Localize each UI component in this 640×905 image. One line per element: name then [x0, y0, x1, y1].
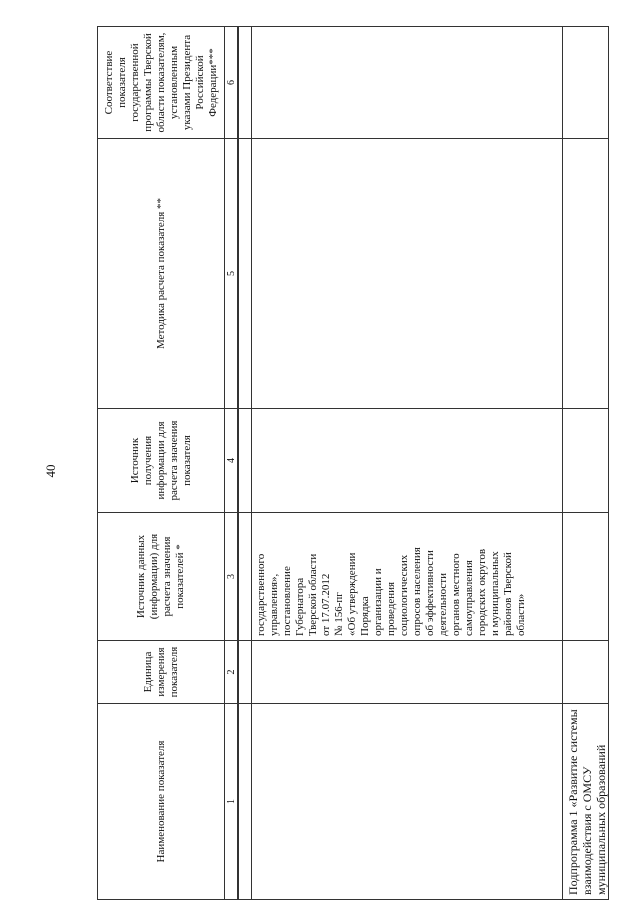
source-line: городских округов	[476, 548, 488, 636]
source-line: проведения	[385, 581, 397, 636]
indicators-table	[97, 26, 609, 900]
empty-cell	[563, 27, 609, 139]
column-number: 4	[225, 409, 239, 513]
source-line: Губернатора	[294, 577, 306, 636]
source-line: самоуправления	[463, 560, 475, 636]
empty-cell	[252, 27, 563, 139]
source-line: социологических	[398, 554, 410, 636]
header-cell: Методика расчета показателя **	[98, 139, 225, 409]
subprogram-row	[563, 27, 609, 900]
column-number: 2	[225, 641, 239, 704]
empty-cell	[252, 139, 563, 409]
table-header-row	[98, 27, 225, 900]
header-cell: Соответствие показателя государственной программы Тверской области показателям, установленным указами Президента Российской Федерации***	[98, 27, 225, 139]
empty-cell	[238, 409, 252, 513]
source-line: от 17.07.2012	[320, 573, 332, 636]
column-number-row	[225, 27, 239, 900]
empty-cell	[252, 704, 563, 900]
empty-cell	[238, 27, 252, 139]
source-line: районов Тверской	[502, 552, 514, 636]
header-cell: Единица измерения показателя	[98, 641, 225, 704]
empty-cell	[238, 513, 252, 641]
source-line: области»	[515, 593, 527, 636]
source-line: постановление	[281, 566, 293, 636]
source-line: органов местного	[450, 553, 462, 636]
source-line: организации и	[372, 568, 384, 636]
header-cell: Источник данных (информации) для расчета значения показателей *	[98, 513, 225, 641]
source-line: государственного	[255, 553, 267, 636]
source-line: и муниципальных	[489, 551, 501, 636]
table-row	[252, 27, 563, 900]
separator-row	[238, 27, 252, 900]
empty-cell	[252, 641, 563, 704]
source-line: «Об утверждении	[346, 552, 358, 636]
empty-cell	[238, 641, 252, 704]
empty-cell	[563, 641, 609, 704]
column-number: 6	[225, 27, 239, 139]
source-line: об эффективности	[424, 550, 436, 636]
empty-cell	[238, 139, 252, 409]
page-number: 40	[43, 464, 58, 478]
rotated-page	[97, 27, 608, 900]
source-line: опросов населения	[411, 547, 423, 636]
source-line: Порядка	[359, 596, 371, 636]
source-line: деятельности	[437, 573, 449, 636]
column-number: 5	[225, 139, 239, 409]
column-number: 3	[225, 513, 239, 641]
empty-cell	[563, 139, 609, 409]
empty-cell	[563, 409, 609, 513]
subprogram-title: Подпрограмма 1 «Развитие системы взаимодействия с ОМСУ муниципальных образований	[566, 709, 608, 895]
source-data-cell	[252, 513, 563, 641]
subprogram-title-cell	[563, 704, 609, 900]
empty-cell	[238, 704, 252, 900]
header-cell: Источник получения информации для расчета значения показателя	[98, 409, 225, 513]
empty-cell	[252, 409, 563, 513]
empty-cell	[563, 513, 609, 641]
source-line: управления»,	[268, 573, 280, 636]
source-line: Тверской области	[307, 553, 319, 636]
column-number: 1	[225, 704, 239, 900]
source-line: № 156-пг	[333, 592, 345, 636]
header-cell: Наименование показателя	[98, 704, 225, 900]
